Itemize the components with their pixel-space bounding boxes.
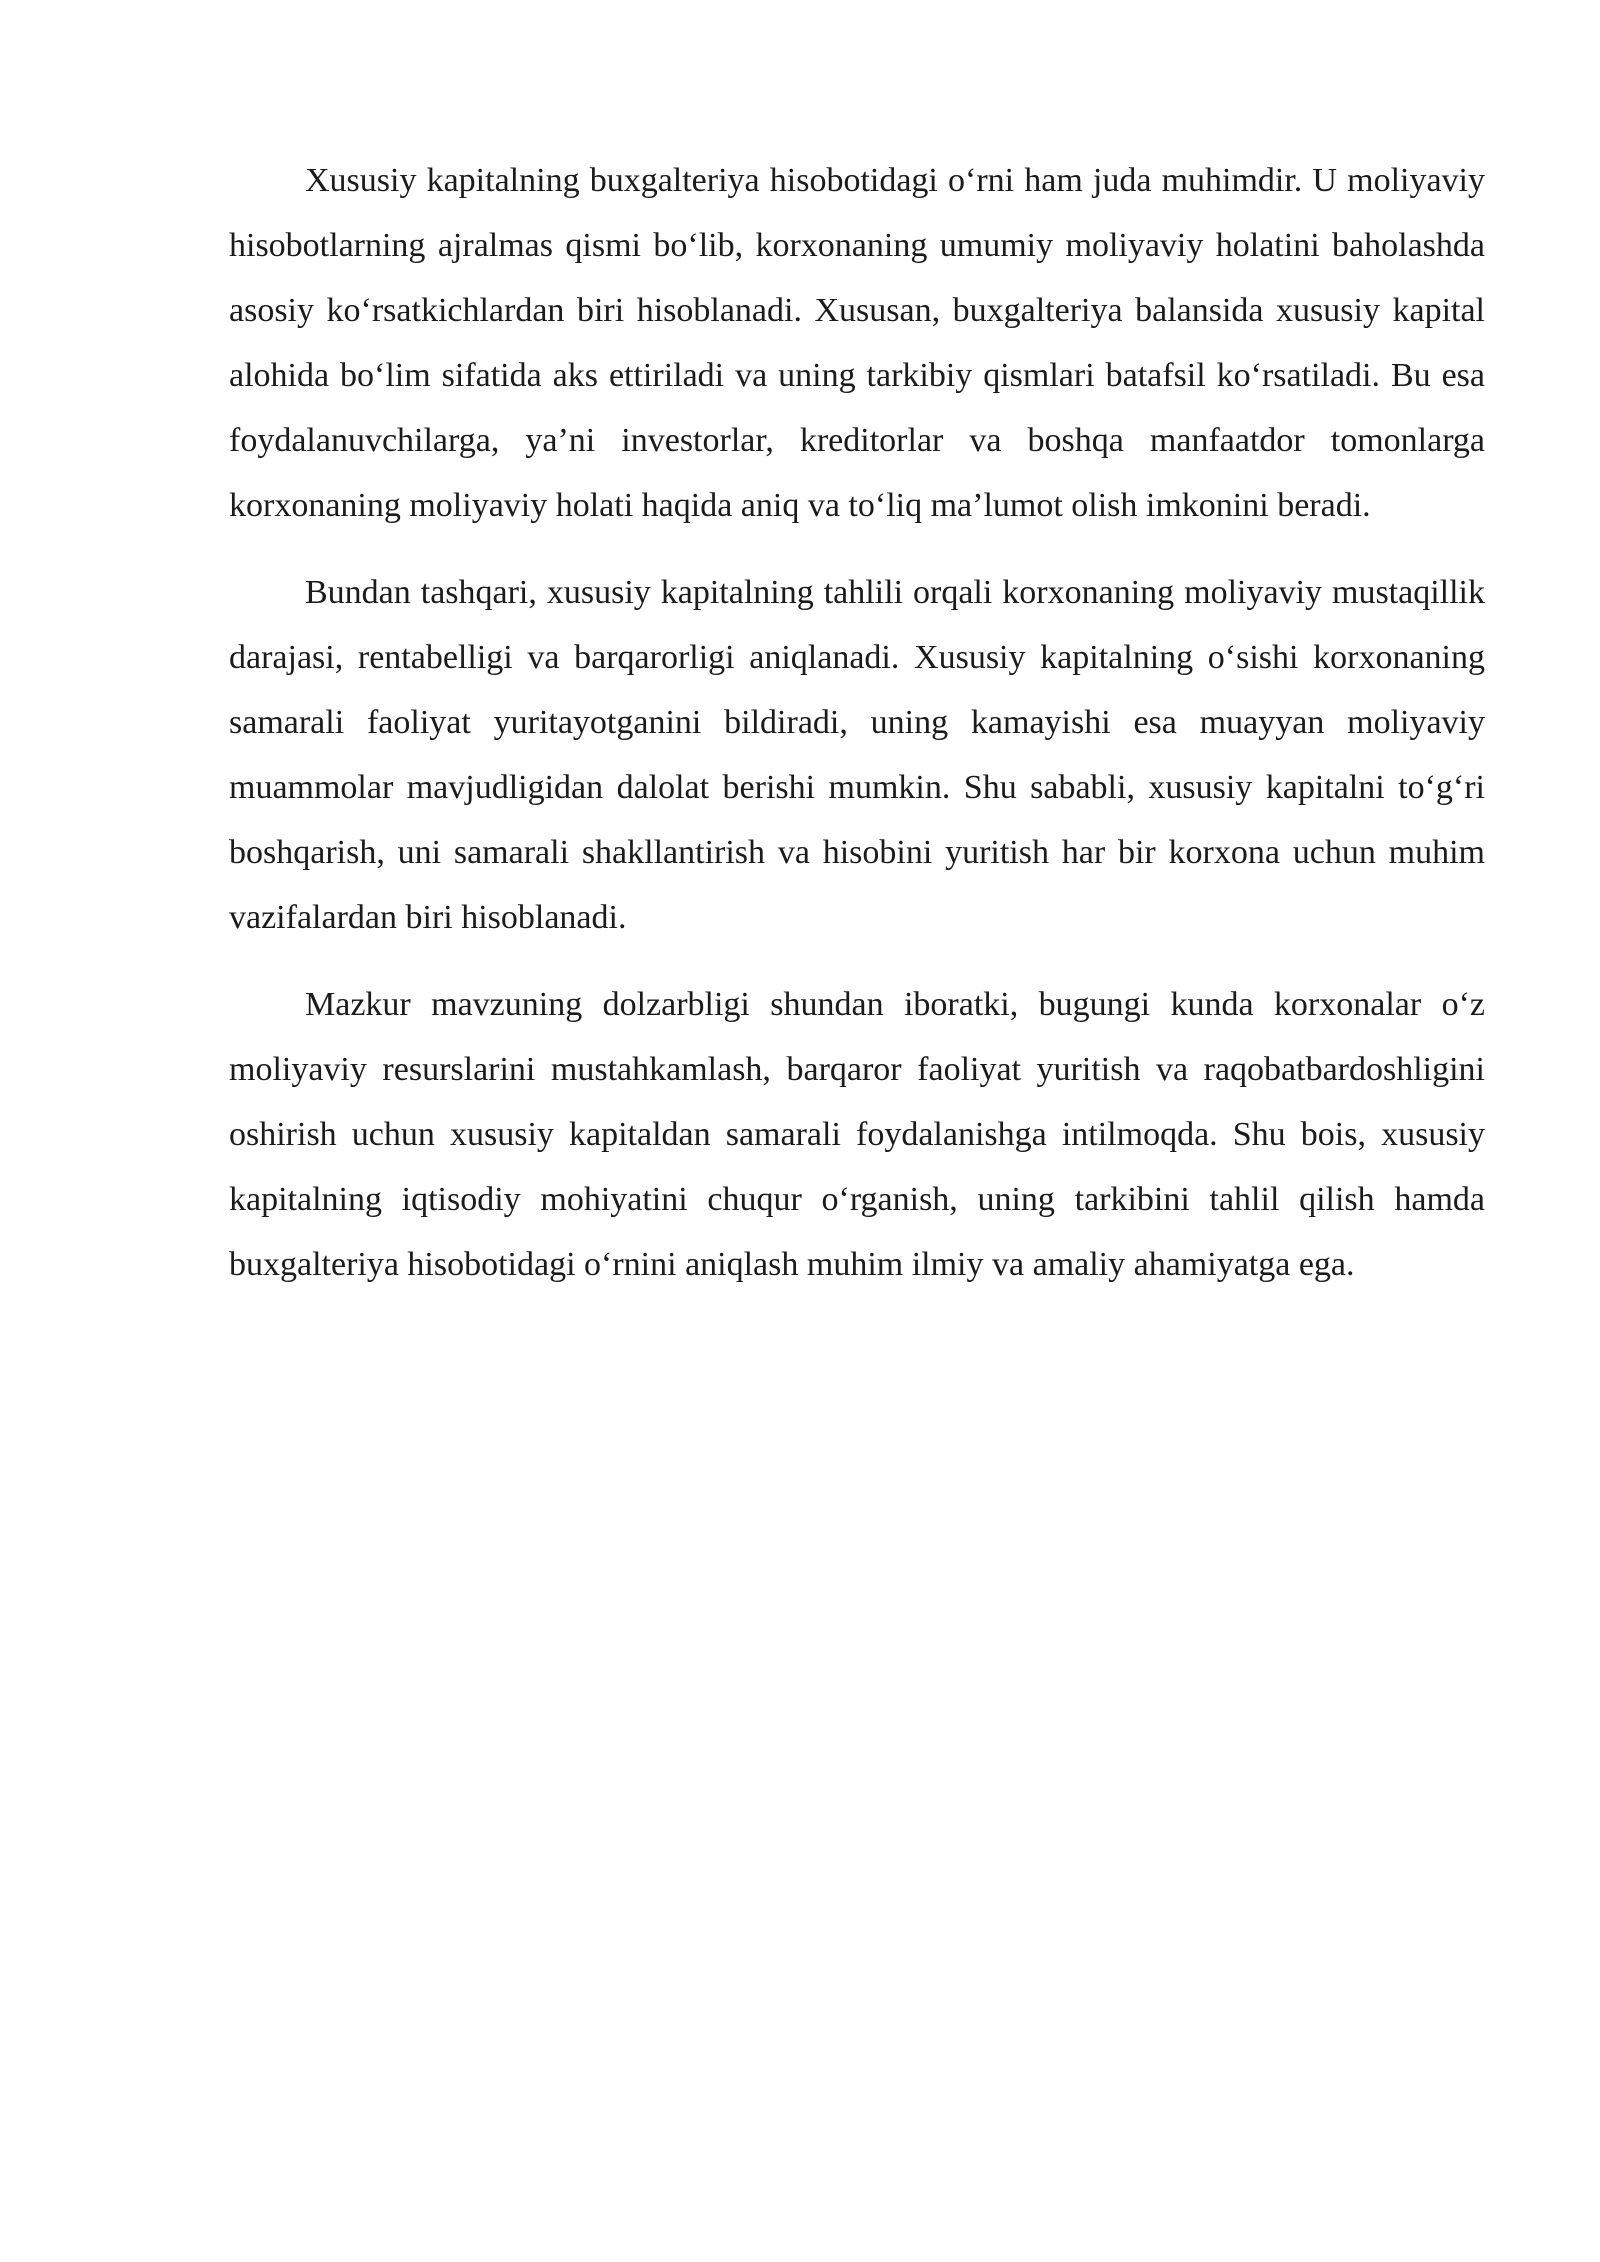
paragraph: Bundan tashqari, xususiy kapitalning tahlili orqali korxonaning moliyaviy mustaqillik darajasi, rentabelligi va barqarorligi aniqlanadi. Xususiy kapitalning o‘sishi korxonaning samarali faoliyat yuritayotganini bildiradi, uning kamayishi esa muayyan moliyaviy muammolar mavjudligidan dalolat berishi mumkin. Shu sababli, xususiy kapitalni to‘g‘ri boshqarish, uni samarali shakllantirish va hisobini yuritish har bir korxona uchun muhim vazifalardan biri hisoblanadi. [229,574,1485,936]
paragraph: Mazkur mavzuning dolzarbligi shundan iboratki, bugungi kunda korxonalar o‘z moliyaviy resurslarini mustahkamlash, barqaror faoliyat yuritish va raqobatbardoshligini oshirish uchun xususiy kapitaldan samarali foydalanishga intilmoqda. Shu bois, xususiy kapitalning iqtisodiy mohiyatini chuqur o‘rganish, uning tarkibini tahlil qilish hamda buxgalteriya hisobotidagi o‘rnini aniqlash muhim ilmiy va amaliy ahamiyatga ega. [229,986,1485,1283]
paragraph: Xususiy kapitalning buxgalteriya hisobotidagi o‘rni ham juda muhimdir. U moliyaviy hisobotlarning ajralmas qismi bo‘lib, korxonaning umumiy moliyaviy holatini baholashda asosiy ko‘rsatkichlardan biri hisoblanadi. Xususan, buxgalteriya balansida xususiy kapital alohida bo‘lim sifatida aks ettiriladi va uning tarkibiy qismlari batafsil ko‘rsatiladi. Bu esa foydalanuvchilarga, ya’ni investorlar, kreditorlar va boshqa manfaatdor tomonlarga korxonaning moliyaviy holati haqida aniq va to‘liq ma’lumot olish imkonini beradi. [229,162,1485,524]
body-text [229,148,1485,1319]
